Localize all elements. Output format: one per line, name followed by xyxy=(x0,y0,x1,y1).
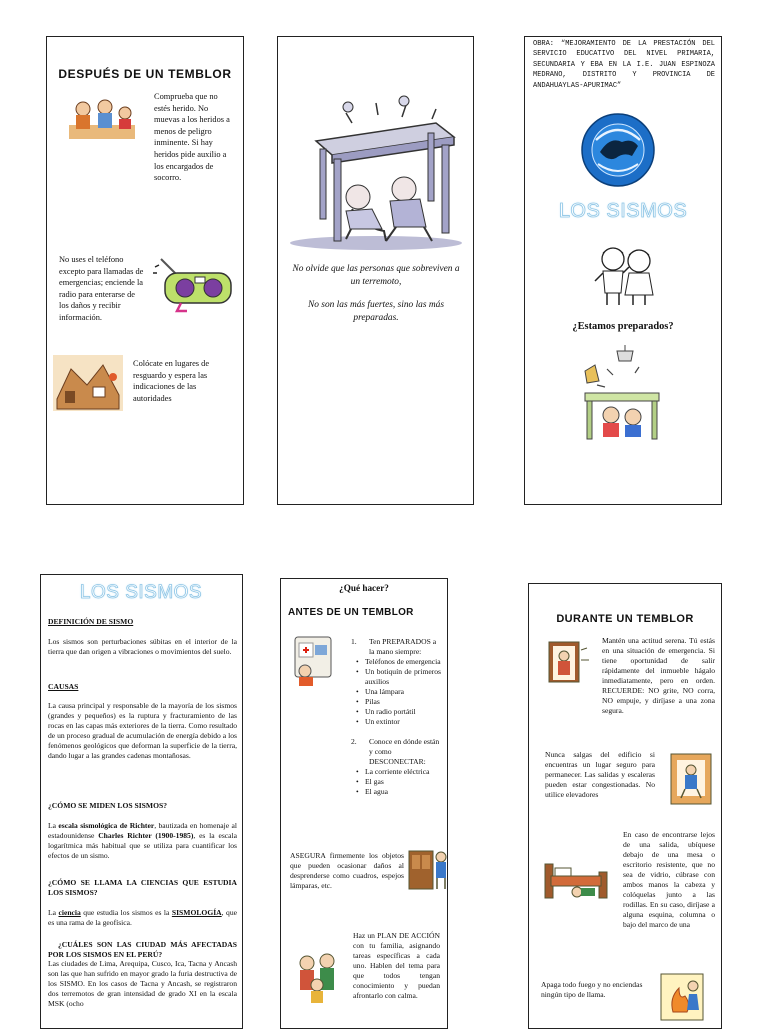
door-frame-illustration xyxy=(543,640,591,684)
list-item: • Teléfonos de emergencia xyxy=(353,657,441,667)
list-item: • El agua xyxy=(353,787,441,797)
obra-description: OBRA: “MEJORAMIENTO DE LA PRESTACIÓN DEL SERVICIO EDUCATIVO DEL NIVEL PRIMARIA, SECUNDARIA Y EBA EN LA I.E. JUAN ESPINOZA MEDRANO, DISTRITO Y PROVINCIA DE ANDAHUAYLAS-APURIMAC” xyxy=(533,40,715,90)
despues-item-3: Colócate en lugares de resguardo y espera las indicaciones de las autoridades xyxy=(133,359,210,403)
antes-title: ANTES DE UN TEMBLOR xyxy=(288,607,414,618)
plan-text: Haz un PLAN DE ACCIÓN con tu familia, asignando tareas específicas a cada uno. Hablen del tema para que todos tengan conocimiento y puedan afrontarlo con calma. xyxy=(353,931,440,1000)
list-item: • Una lámpara xyxy=(353,687,441,697)
furniture-securing-illustration xyxy=(407,841,448,893)
list-item: • El gas xyxy=(353,777,441,787)
preparados-list xyxy=(353,657,441,727)
list-item: • Un extintor xyxy=(353,717,441,727)
causas-label: CAUSAS xyxy=(48,682,79,691)
list-item: • La corriente eléctrica xyxy=(353,767,441,777)
injured-people-illustration xyxy=(67,93,137,143)
panel-despues-temblor xyxy=(46,36,244,505)
panel-durante-temblor xyxy=(528,583,722,1029)
panel-antes-temblor xyxy=(280,578,448,1029)
prepared-question: ¿Estamos preparados? xyxy=(572,321,674,332)
durante-item-3: En caso de encontrarse lejos de una salida, ubíquese debajo de una mesa o escritorio resistente, que no sea de vidrio, cúbrase con ambos manos la cabeza y colóquelas junto a las rodillas. En su caso, diríjase a alguna esquina, columna o bajo del marco de una xyxy=(623,830,715,929)
despues-item-1: Comprueba que no estés herido. No muevas a los heridos a menos de peligro inminente. Si hay heridos pide auxilio a los encargados de socorro. xyxy=(154,92,230,183)
desconectar-list xyxy=(353,767,441,797)
fire-warning-illustration xyxy=(659,972,705,1022)
miden-label: ¿CÓMO SE MIDEN LOS SISMOS? xyxy=(48,801,167,810)
list-item: • Un botiquín de primeros auxilios xyxy=(353,667,441,687)
durante-item-4: Apaga todo fuego y no enciendas ningún tipo de llama. xyxy=(541,980,643,999)
ciudades-text: Las ciudades de Lima, Arequipa, Cusco, Ica, Tacna y Ancash son las que han sufrido en mayor grado la furia destructiva de los SISMO. En los casos de Tacna y Ancash, se registraron dos terremotos de gran intensidad de grado XI en la escala MSK (ocho xyxy=(48,959,237,1008)
collapsed-house-illustration xyxy=(53,355,123,411)
panel-cover-quote xyxy=(277,36,474,505)
definicion-label: DEFINICIÓN DE SISMO xyxy=(48,617,134,626)
panel-cover xyxy=(524,36,722,505)
durante-title: DURANTE UN TEMBLOR xyxy=(556,613,694,625)
first-aid-kit-illustration xyxy=(291,631,339,687)
durante-item-2: Nunca salgas del edificio si encuentras un lugar seguro para permanecer. Las salidas y escaleras pueden estar congestionadas. No utilice elevadores xyxy=(545,750,655,799)
miden-text: La escala sismológica de Richter, bautizada en homenaje al estadounidense Charles Richter (1900-1985), es la escala logarítmica más habitual que se utiliza para cuantificar los efectos de un sismo. xyxy=(48,821,238,860)
despues-item-2: No uses el teléfono excepto para llamadas de emergencias; enciende la radio para enterarse de los daños y recibir información. xyxy=(59,255,144,322)
info-title: LOS SISMOS xyxy=(79,582,203,603)
panel-title: DESPUÉS DE UN TEMBLOR xyxy=(58,67,232,81)
ciencia-text: La ciencia que estudia los sismos es la SISMOLOGÍA, que es una rama de la geofísica. xyxy=(48,908,237,927)
quote-line-2: No son las más fuertes, sino las más preparadas. xyxy=(308,300,444,323)
ciudades-label: ¿CUÁLES SON LAS CIUDAD MÁS AFECTADAS POR LOS SISMOS EN EL PERÚ? xyxy=(48,940,237,959)
ciencia-label: ¿CÓMO SE LLAMA LA CIENCIAS QUE ESTUDIA LOS SISMOS? xyxy=(48,878,237,897)
panel-los-sismos-info xyxy=(40,574,243,1029)
definicion-text: Los sismos son perturbaciones súbitas en el interior de la tierra que dan origen a vibraciones o movimientos del suelo. xyxy=(48,637,237,656)
causas-text: La causa principal y responsable de la mayoría de los sismos (grandes y pequeños) es la ruptura y fracturamiento de las rocas en las capas más exteriores de la tierra. Como resultado de un proceso gradual de acumulación de energía debido a los fenómenos geológicos que deforman la superficie de la tierra, dando lugar a las grandes cadenas montañosas. xyxy=(48,701,237,760)
family-illustration xyxy=(293,949,343,1007)
bed-illustration xyxy=(541,854,611,902)
kids-under-desk-illustration xyxy=(577,345,669,443)
cover-title: LOS SISMOS xyxy=(558,200,688,222)
list-item: • Pilas xyxy=(353,697,441,707)
durante-item-1: Mantén una actitud serena. Tú estás en una situación de emergencia. Si tiene oportunidad de salir rápidamente del inmueble hágalo inmediatamente, pero en orden. RECUERDE: NO grite, NO corra, NO empuje, y diríjase a una zona segura. xyxy=(602,636,715,715)
radio-icon xyxy=(151,255,237,315)
school-logo xyxy=(580,112,656,188)
list-item: • Un radio portátil xyxy=(353,707,441,717)
quote-line-1: No olvide que las personas que sobreviven a un terremoto, xyxy=(292,264,460,287)
building-exit-illustration xyxy=(667,750,717,808)
antes-list-1: 1. Ten PREPARADOS a la mano siempre: • Teléfonos de emergencia • Un botiquín de primeros auxilios • Una lámpara • Pilas • Un radio portátil • Un extintor 2. Conoce en dónde están y como DESCONECTAR: • La corriente eléctrica • El gas • El agua xyxy=(351,637,441,797)
asegura-text: ASEGURA firmemente los objetos que pueden ocasionar daños al desprenderse como cuadros, espejos lámparas, etc. xyxy=(290,851,404,890)
two-children-illustration xyxy=(593,243,659,309)
que-hacer-header: ¿Qué hacer? xyxy=(339,583,389,593)
children-under-table-illustration xyxy=(286,93,466,253)
